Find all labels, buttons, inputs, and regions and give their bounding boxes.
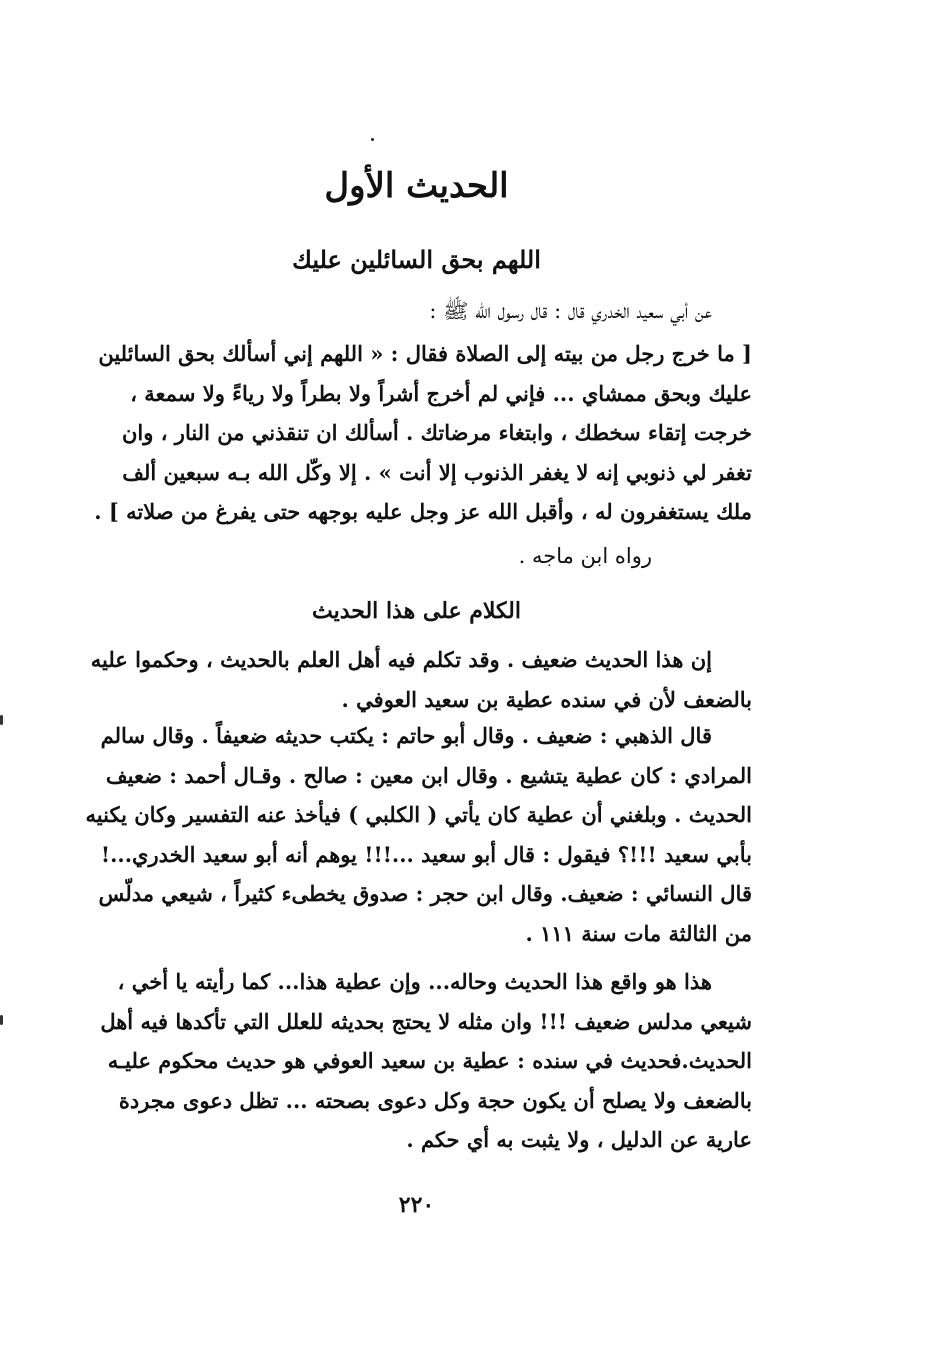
section-heading: الكلام على هذا الحديث — [312, 598, 521, 624]
paragraph-line: هذا هو واقع هذا الحديث وحاله... وإن عطية هذا... كما رأيته يا أخي ، — [117, 969, 712, 994]
hadith-narrator — [92, 537, 752, 577]
hadith-intro-line: عن أبي سعيد الخدري قال : قال رسول الله ﷺ : — [429, 299, 712, 323]
hadith-text — [92, 334, 752, 532]
paragraph-2 — [85, 716, 752, 953]
paragraph-line: قال النسائي : ضعيف. وقال ابن حجر : صدوق يخطىء كثيراً ، شيعي مدلّس — [98, 881, 752, 906]
paragraph-line: قال الذهبي : ضعيف . وقال أبو حاتم : يكتب حديثه ضعيفاً . وقال سالم — [100, 723, 712, 748]
hadith-line: [ ما خرج رجل من بيته إلى الصلاة فقال : « اللهم إني أسألك بحق السائلين — [98, 341, 752, 366]
paragraph-3 — [92, 962, 752, 1160]
paragraph-line: من الثالثة مات سنة ١١١ . — [525, 920, 752, 946]
paragraph-line: شيعي مدلس ضعيف !!! وان مثله لا يحتج بحديثه للعلل التي تأكدها فيه أهل — [100, 1008, 752, 1034]
paragraph-line: بأبي سعيد !!!؟ فيقول : قال أبو سعيد ...!!! يوهم أنه أبو سعيد الخدري...! — [100, 841, 752, 867]
hadith-line: تغفر لي ذنوبي إنه لا يغفر الذنوب إلا أنت » . إلا وكّل الله بـه سبعين ألف — [122, 459, 752, 485]
page-title: الحديث الأول — [324, 166, 509, 206]
paragraph-line: إن هذا الحديث ضعيف . وقد تكلم فيه أهل العلم بالحديث ، وحكموا عليه — [90, 647, 712, 672]
hadith-intro — [92, 292, 752, 332]
paragraph-line: الحديث.فحديث في سنده : عطية بن سعيد العوفي هو حديث محكوم عليـه — [107, 1048, 752, 1073]
hadith-line: خرجت إتقاء سخطك ، وابتغاء مرضاتك . أسألك ان تنقذني من النار ، وان — [122, 420, 752, 445]
narrator-line: رواه ابن ماجه . — [518, 544, 652, 568]
page-dot — [371, 138, 374, 141]
margin-mark — [0, 1015, 3, 1025]
hadith-line: ملك يستغفرون له ، وأقبل الله عز وجل عليه بوجهه حتى يفرغ من صلاته ] . — [94, 499, 752, 524]
hadith-subtitle: اللهم بحق السائلين عليك — [292, 245, 541, 274]
paragraph-1 — [92, 640, 752, 719]
page-number: ٢٢٠ — [398, 1192, 435, 1218]
paragraph-line: بالضعف لأن في سنده عطية بن سعيد العوفي . — [341, 686, 752, 712]
hadith-line: عليك وبحق ممشاي ... فإني لم أخرج أشراً ولا بطراً ولا رياءً ولا سمعة ، — [130, 380, 752, 406]
paragraph-line: بالضعف ولا يصلح أن يكون حجة وكل دعوى بصحته ... تظل دعوى مجردة — [118, 1087, 752, 1113]
paragraph-line: المرادي : كان عطية يتشيع . وقال ابن معين : صالح . وقـال أحمد : ضعيف — [105, 762, 752, 788]
paragraph-line: عارية عن الدليل ، ولا يثبت به أي حكم . — [406, 1127, 752, 1152]
paragraph-line: الحديث . وبلغني أن عطية كان يأتي ( الكلبي ) فيأخذ عنه التفسير وكان يكنيه — [85, 802, 752, 827]
margin-mark — [0, 715, 3, 725]
